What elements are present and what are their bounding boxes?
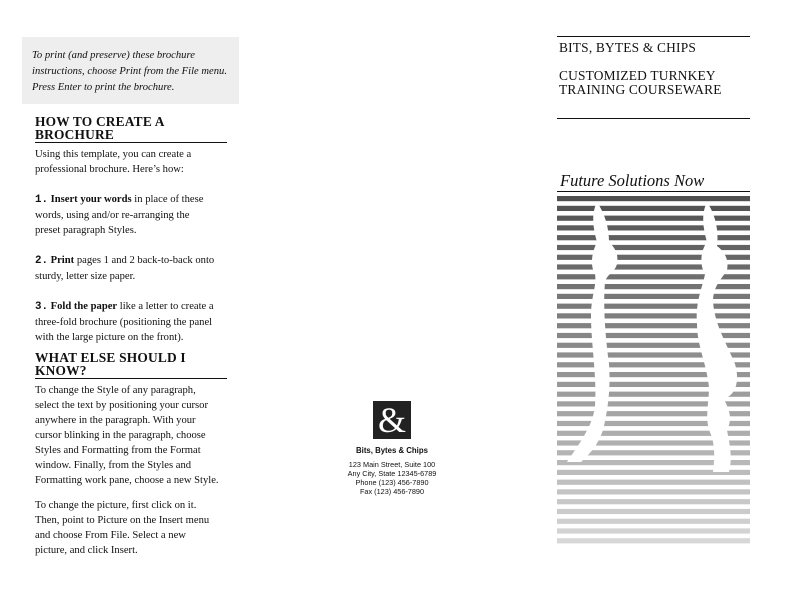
what-paragraph-1: [35, 383, 227, 488]
step-3: [35, 299, 227, 345]
cover-picture-striped-silhouette: [557, 194, 750, 546]
picture-stripe: [557, 372, 750, 377]
top-rule: [557, 36, 750, 37]
picture-stripe: [557, 538, 750, 543]
address-line: Any City, State 12345-6789: [347, 469, 437, 478]
step-number: 3.: [35, 301, 48, 313]
heading-line: WHAT ELSE SHOULD I: [35, 350, 186, 365]
picture-stripe: [557, 489, 750, 494]
subtitle-rule: [557, 118, 750, 119]
picture-stripe: [557, 519, 750, 524]
note-line: To print (and preserve) these brochure: [32, 50, 195, 61]
address-line: 123 Main Street, Suite 100: [348, 460, 436, 469]
text-line: window. Finally, from the Styles and: [35, 460, 192, 471]
picture-stripe: [557, 274, 750, 279]
step-keyword: Insert your words: [50, 194, 132, 205]
picture-stripe: [557, 382, 750, 387]
picture-stripe: [557, 245, 750, 250]
subtitle-line: TRAINING COURSEWARE: [559, 82, 722, 97]
picture-stripe: [557, 421, 750, 426]
picture-stripe: [557, 206, 750, 211]
how-intro: [35, 147, 227, 177]
step-keyword: Print: [50, 255, 75, 266]
picture-stripe: [557, 392, 750, 397]
what-paragraph-2: [35, 498, 227, 558]
text-line: in place of these: [131, 194, 204, 205]
picture-stripe: [557, 470, 750, 475]
picture-stripe: [557, 216, 750, 221]
picture-stripe: [557, 440, 750, 445]
picture-stripe: [557, 362, 750, 367]
left-column: [35, 115, 227, 558]
ampersand-logo: [373, 401, 411, 439]
how-to-heading: [35, 115, 227, 143]
company-name: Bits, Bytes & Chips: [356, 446, 428, 455]
step-2: [35, 253, 227, 284]
picture-stripe: [557, 460, 750, 465]
heading-line: BROCHURE: [35, 127, 114, 142]
picture-stripe: [557, 431, 750, 436]
company-address-block: [317, 446, 467, 496]
picture-stripe: [557, 333, 750, 338]
picture-stripe: [557, 528, 750, 533]
text-line: picture, and click Insert.: [35, 545, 138, 556]
text-line: pages 1 and 2 back-to-back onto: [74, 255, 215, 266]
picture-stripe: [557, 304, 750, 309]
picture-stripe: [557, 323, 750, 328]
phone-line: Phone (123) 456-7890: [355, 478, 429, 487]
text-line: words, using and/or re-arranging the: [35, 210, 190, 221]
text-line: with the large picture on the front).: [35, 332, 184, 343]
tagline: Future Solutions Now: [560, 171, 705, 190]
tagline-rule: [557, 191, 750, 192]
text-line: and choose From File. Select a new: [35, 530, 186, 541]
text-line: To change the Style of any paragraph,: [35, 385, 196, 396]
picture-stripe: [557, 509, 750, 514]
subtitle-line: CUSTOMIZED TURNKEY: [559, 68, 716, 83]
text-line: anywhere in the paragraph. With your: [35, 415, 196, 426]
text-line: sturdy, letter size paper.: [35, 271, 136, 282]
picture-stripe: [557, 499, 750, 504]
text-line: Then, point to Picture on the Insert menu: [35, 515, 210, 526]
picture-stripe: [557, 411, 750, 416]
heading-line: HOW TO CREATE A: [35, 114, 165, 129]
fax-line: Fax (123) 456-7890: [359, 487, 425, 496]
step-keyword: Fold the paper: [50, 301, 118, 312]
text-line: preset paragraph Styles.: [35, 225, 137, 236]
note-line: instructions, choose Print from the File menu.: [32, 66, 227, 77]
text-line: like a letter to create a: [117, 301, 214, 312]
text-line: Styles and Formatting from the Format: [35, 445, 201, 456]
picture-stripe: [557, 450, 750, 455]
heading-line: KNOW?: [35, 363, 87, 378]
picture-stripe: [557, 284, 750, 289]
picture-stripe: [557, 255, 750, 260]
picture-stripe: [557, 235, 750, 240]
note-line: Press Enter to print the brochure.: [32, 82, 175, 93]
text-line: select the text by positioning your cursor: [35, 400, 208, 411]
text-line: cursor blinking in the paragraph, choose: [35, 430, 206, 441]
picture-stripe: [557, 264, 750, 269]
picture-stripe: [557, 196, 750, 201]
text-line: professional brochure. Here’s how:: [35, 164, 184, 175]
what-else-heading: [35, 351, 227, 379]
text-line: Formatting work pane, choose a new Style.: [35, 475, 219, 486]
step-number: 2.: [35, 255, 48, 267]
cover-subtitle: [559, 69, 722, 97]
text-line: Using this template, you can create a: [35, 149, 192, 160]
logo-glyph: &: [377, 400, 406, 440]
text-line: To change the picture, first click on it.: [35, 500, 197, 511]
picture-stripe: [557, 313, 750, 318]
picture-stripe: [557, 225, 750, 230]
picture-stripe: [557, 480, 750, 485]
step-1: [35, 192, 227, 238]
print-instructions-note: [22, 37, 239, 104]
picture-stripe: [557, 352, 750, 357]
step-number: 1.: [35, 194, 48, 206]
picture-stripe: [557, 294, 750, 299]
picture-stripe: [557, 343, 750, 348]
cover-company-name: BITS, BYTES & CHIPS: [559, 40, 696, 55]
picture-stripe: [557, 401, 750, 406]
text-line: three-fold brochure (positioning the panel: [35, 317, 213, 328]
